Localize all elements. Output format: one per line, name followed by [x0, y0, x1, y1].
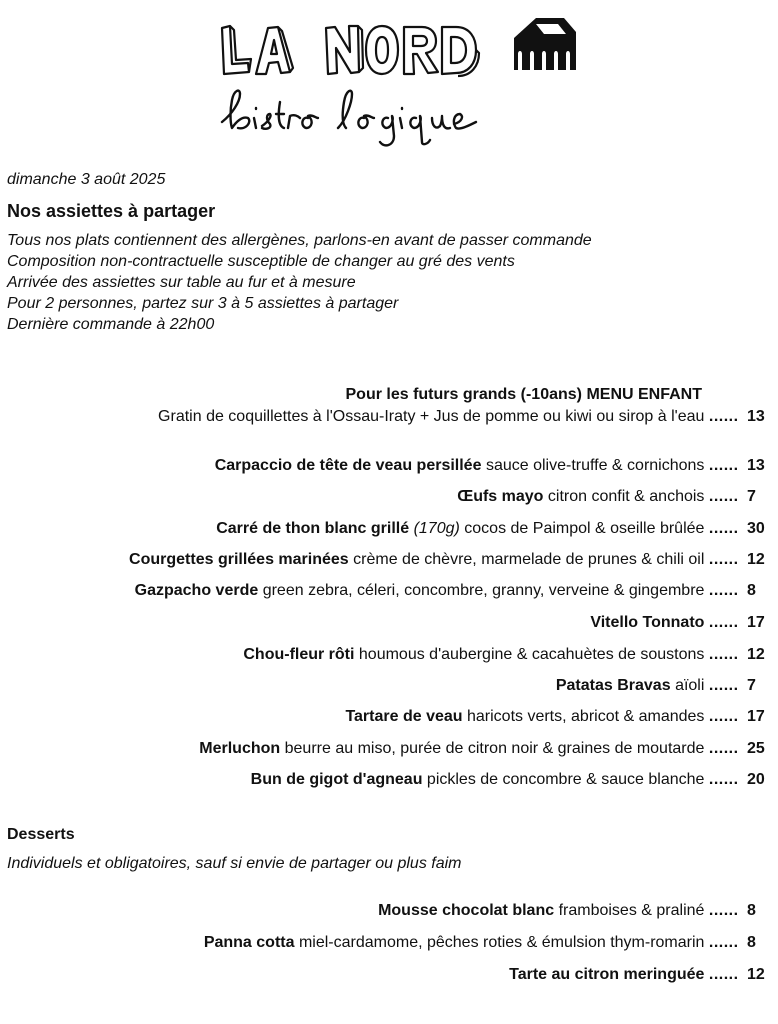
dot-leader: ......	[708, 902, 739, 919]
menu-notes	[7, 230, 592, 335]
dot-leader: ......	[708, 408, 739, 425]
dish-price: 7	[747, 677, 756, 694]
dish-line	[215, 457, 771, 479]
dish-price: 7	[747, 488, 756, 505]
dish-price: 12	[747, 551, 765, 568]
dish-price: 17	[747, 708, 765, 725]
dot-leader: ......	[708, 551, 739, 568]
desserts-title: Desserts	[7, 826, 75, 843]
dot-leader: ......	[708, 771, 739, 788]
dish-name: Gazpacho verde	[134, 582, 259, 599]
kids-menu-desc: Gratin de coquillettes à l'Ossau-Iraty + Jus de pomme ou kiwi ou sirop à l'eau	[158, 408, 705, 425]
dessert-name: Mousse chocolat blanc	[378, 902, 555, 919]
dessert-price: 8	[747, 902, 756, 919]
dish-weight: (170g)	[413, 520, 460, 537]
dessert-price: 8	[747, 934, 756, 951]
dot-leader: ......	[708, 740, 739, 757]
dessert-price: 12	[747, 966, 765, 983]
dish-name: Merluchon	[199, 740, 281, 757]
dish-price: 8	[747, 582, 756, 599]
dish-line	[556, 677, 771, 699]
dish-price: 30	[747, 520, 765, 537]
note-line: Arrivée des assiettes sur table au fur et à mesure	[7, 274, 356, 291]
dish-line	[129, 551, 771, 573]
dish-name: Bun de gigot d'agneau	[250, 771, 423, 788]
dish-line	[243, 646, 771, 668]
dish-desc: crème de chèvre, marmelade de prunes & chili oil	[353, 551, 705, 568]
note-line: Pour 2 personnes, partez sur 3 à 5 assiettes à partager	[7, 295, 399, 312]
menu-date: dimanche 3 août 2025	[7, 171, 166, 188]
dish-name: Vitello Tonnato	[590, 614, 705, 631]
dish-name: Carpaccio de tête de veau persillée	[214, 457, 482, 474]
dot-leader: ......	[708, 582, 739, 599]
kids-menu-line	[158, 408, 771, 430]
dot-leader: ......	[708, 646, 739, 663]
dish-desc: houmous d'aubergine & cacahuètes de soustons	[358, 646, 705, 663]
dot-leader: ......	[708, 488, 739, 505]
dish-desc: sauce olive-truffe & cornichons	[485, 457, 705, 474]
desserts-note: Individuels et obligatoires, sauf si envie de partager ou plus faim	[7, 855, 462, 872]
dish-desc: aïoli	[675, 677, 705, 694]
dot-leader: ......	[708, 457, 739, 474]
dessert-name: Tarte au citron meringuée	[509, 966, 705, 983]
dish-desc: haricots verts, abricot & amandes	[466, 708, 705, 725]
dish-line	[590, 614, 771, 636]
dish-price: 20	[747, 771, 765, 788]
dish-desc: green zebra, céleri, concombre, granny, verveine & gingembre	[262, 582, 705, 599]
dish-line	[457, 488, 771, 510]
dot-leader: ......	[708, 520, 739, 537]
dish-price: 25	[747, 740, 765, 757]
note-line: Composition non-contractuelle susceptible de changer au gré des vents	[7, 253, 515, 270]
la-nord-logo	[218, 10, 578, 150]
dot-leader: ......	[708, 966, 739, 983]
dessert-line	[509, 966, 771, 988]
dish-name: Courgettes grillées marinées	[129, 551, 349, 568]
dish-line	[345, 708, 771, 730]
dish-desc: pickles de concombre & sauce blanche	[426, 771, 705, 788]
dish-desc: beurre au miso, purée de citron noir & graines de moutarde	[284, 740, 705, 757]
kids-menu-title: Pour les futurs grands (-10ans) MENU ENFANT	[345, 386, 702, 403]
dish-line	[135, 582, 771, 604]
dessert-name: Panna cotta	[203, 934, 295, 951]
dot-leader: ......	[708, 677, 739, 694]
dish-price: 12	[747, 646, 765, 663]
dish-desc: citron confit & anchois	[547, 488, 705, 505]
dish-name: Carré de thon blanc grillé	[216, 520, 410, 537]
dish-line	[216, 520, 771, 542]
dish-name: Chou-fleur rôti	[243, 646, 355, 663]
dot-leader: ......	[708, 614, 739, 631]
dish-line	[251, 771, 771, 793]
dot-leader: ......	[708, 708, 739, 725]
dish-name: Œufs mayo	[457, 488, 544, 505]
dish-price: 13	[747, 457, 765, 474]
dish-desc: cocos de Paimpol & oseille brûlée	[464, 520, 705, 537]
dish-price: 17	[747, 614, 765, 631]
dessert-line	[378, 902, 771, 924]
note-line: Tous nos plats contiennent des allergènes, parlons-en avant de passer commande	[7, 232, 592, 249]
dessert-line	[204, 934, 771, 956]
dish-line	[199, 740, 771, 762]
kids-menu-price: 13	[747, 408, 765, 425]
dish-name: Tartare de veau	[345, 708, 463, 725]
dot-leader: ......	[708, 934, 739, 951]
dessert-desc: framboises & praliné	[558, 902, 705, 919]
note-line: Dernière commande à 22h00	[7, 316, 215, 333]
dish-name: Patatas Bravas	[555, 677, 671, 694]
section-title: Nos assiettes à partager	[7, 201, 216, 221]
dessert-desc: miel-cardamome, pêches roties & émulsion thym-romarin	[298, 934, 705, 951]
